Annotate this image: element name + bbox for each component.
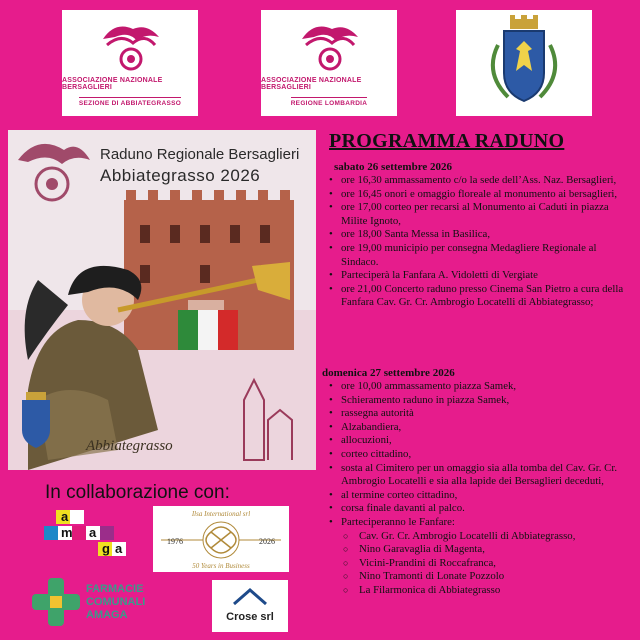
day1-heading: sabato 26 settembre 2026 bbox=[334, 161, 453, 173]
program-item: • ore 10,00 ammassamento piazza Samek, bbox=[327, 380, 633, 394]
logo-arc-text: ASSOCIAZIONE NAZIONALE BERSAGLIERI bbox=[62, 77, 163, 91]
bersaglieri-plume-icon bbox=[85, 19, 175, 75]
pharmacy-cross-icon bbox=[28, 576, 178, 628]
bersaglieri-plume-icon bbox=[284, 19, 374, 75]
logo-stemma-abbiategrasso bbox=[456, 10, 592, 116]
crose-text: Crose srl bbox=[226, 611, 274, 623]
day2-heading: domenica 27 settembre 2026 bbox=[322, 367, 455, 379]
program-item: • ore 16,45 onori e omaggio floreale al monumento ai bersaglieri, bbox=[327, 188, 633, 202]
badge-year-right: 2026 bbox=[259, 537, 275, 546]
badge-top-text: Ilsa International srl bbox=[191, 510, 251, 518]
amaga-mosaic-icon bbox=[42, 508, 138, 560]
farmacie-line: AMAGA bbox=[86, 609, 128, 621]
fanfare-item: ○ Cav. Gr. Cr. Ambrogio Locatelli di Abbiategrasso, bbox=[327, 530, 633, 544]
poster-title-line2: Abbiategrasso 2026 bbox=[100, 166, 261, 185]
program-item: • al termine corteo cittadino, bbox=[327, 489, 633, 503]
logo-amaga bbox=[42, 508, 138, 560]
logo-crose-srl bbox=[212, 580, 288, 632]
crose-logo-icon bbox=[212, 580, 288, 632]
knot-badge-icon bbox=[153, 506, 289, 572]
amaga-letter: m bbox=[61, 525, 73, 540]
fanfare-item: ○ La Filarmonica di Abbiategrasso bbox=[327, 584, 633, 598]
program-item: • corsa finale davanti al palco. bbox=[327, 502, 633, 516]
program-item: • sosta al Cimitero per un omaggio sia alla tomba del Cav. Gr. Cr. Ambrogio Locatelli e sia alla lapide dei Bersaglieri deceduti, bbox=[327, 462, 633, 489]
coat-of-arms-icon bbox=[474, 15, 574, 111]
logo-label: REGIONE LOMBARDIA bbox=[291, 97, 368, 107]
logo-anb-regione-lombardia bbox=[261, 10, 397, 116]
program-item: • rassegna autorità bbox=[327, 407, 633, 421]
amaga-letter: a bbox=[115, 541, 123, 556]
fanfare-item: ○ Vicini-Prandini di Roccafranca, bbox=[327, 557, 633, 571]
program-item: • Schieramento raduno in piazza Samek, bbox=[327, 394, 633, 408]
badge-year-left: 1976 bbox=[167, 537, 183, 546]
fanfare-item: ○ Nino Garavaglia di Magenta, bbox=[327, 543, 633, 557]
amaga-letter: g bbox=[102, 541, 110, 556]
day1-items bbox=[327, 174, 633, 310]
amaga-letter: a bbox=[61, 509, 69, 524]
program-item: • allocuzioni, bbox=[327, 434, 633, 448]
program-item: • corteo cittadino, bbox=[327, 448, 633, 462]
program-item: • ore 18,00 Santa Messa in Basilica, bbox=[327, 228, 633, 242]
logo-farmacie-comunali-amaga bbox=[28, 576, 178, 628]
program-item: • ore 21,00 Concerto raduno presso Cinema San Pietro a cura della Fanfara Cav. Gr. Cr. Ambrogio Locatelli di Abbiategrasso; bbox=[327, 283, 633, 310]
farmacie-line: COMUNALI bbox=[86, 596, 146, 608]
amaga-letter: a bbox=[89, 525, 97, 540]
fanfare-group bbox=[327, 530, 633, 598]
program-item: • ore 16,30 ammassamento c/o la sede dell’Ass. Naz. Bersaglieri, bbox=[327, 174, 633, 188]
poster-title-line1: Raduno Regionale Bersaglieri bbox=[100, 146, 300, 163]
programma-title: PROGRAMMA RADUNO bbox=[329, 130, 565, 152]
program-item: • ore 17,00 corteo per recarsi al Monumento ai Caduti in piazza Milite Ignoto, bbox=[327, 201, 633, 228]
fanfare-item: ○ Nino Tramonti di Lonate Pozzolo bbox=[327, 570, 633, 584]
fanfare-list bbox=[327, 530, 633, 598]
program-item: • Parteciperà la Fanfara A. Vidoletti di Vergiate bbox=[327, 269, 633, 283]
program-item: • Alzabandiera, bbox=[327, 421, 633, 435]
poster-town-signature: Abbiategrasso bbox=[86, 438, 173, 454]
collaboration-title: In collaborazione con: bbox=[45, 482, 230, 503]
program-item: • Parteciperanno le Fanfare: bbox=[327, 516, 633, 530]
day2-items bbox=[327, 380, 633, 598]
logo-label: SEZIONE DI ABBIATEGRASSO bbox=[79, 97, 181, 107]
logo-anb-sezione-abbiategrasso bbox=[62, 10, 198, 116]
raduno-poster-artwork bbox=[8, 130, 316, 470]
farmacie-line: FARMACIE bbox=[86, 583, 144, 595]
badge-bottom-text: 50 Years in Business bbox=[192, 562, 250, 570]
logo-arc-text: ASSOCIAZIONE NAZIONALE BERSAGLIERI bbox=[261, 77, 362, 91]
program-item: • ore 19,00 municipio per consegna Medagliere Regionale al Sindaco. bbox=[327, 242, 633, 269]
logo-ilsa-50-years bbox=[153, 506, 289, 572]
